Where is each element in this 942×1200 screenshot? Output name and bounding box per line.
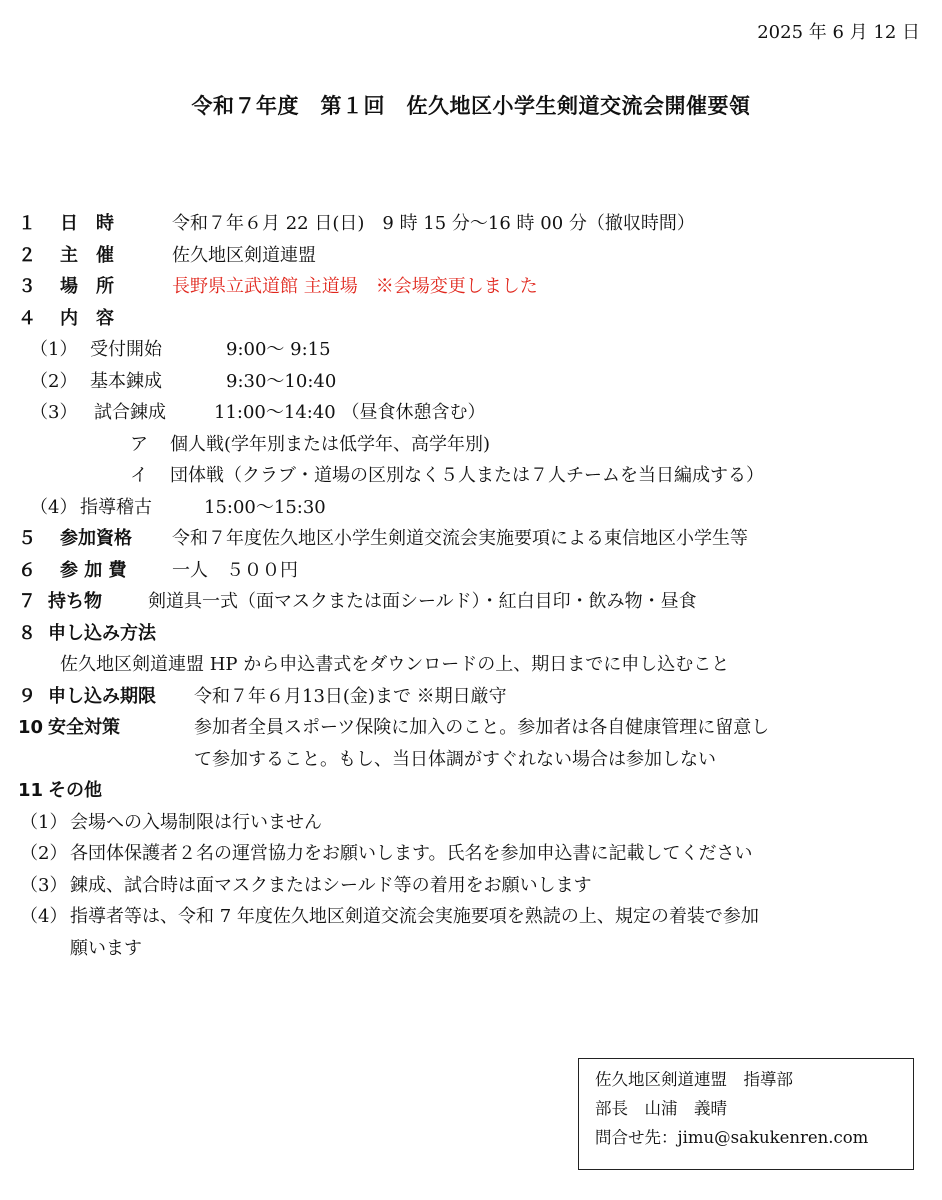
item-number: ６ [18, 559, 36, 581]
note-text: 各団体保護者２名の運営協力をお願いします。氏名を参加申込書に記載してください [70, 843, 753, 864]
other-note-continuation [18, 933, 928, 965]
item-value: て参加すること。もし、当日体調がすぐれない場合は参加しない [194, 748, 716, 770]
item-safety [18, 712, 928, 744]
other-note [18, 838, 928, 870]
note-number: （2） [20, 843, 68, 864]
match-mark: イ [130, 465, 148, 486]
program-item [18, 334, 928, 366]
item-value: 剣道具一式（面マスクまたは面シールド）・紅白目印・飲み物・昼食 [148, 591, 697, 612]
item-other [18, 775, 928, 807]
item-label: 申し込み期限 [48, 685, 156, 707]
document-body [18, 208, 928, 964]
item-fee [18, 555, 928, 587]
item-value: 令和７年６月 22 日(日) 9 時 15 分～16 時 00 分（撤収時間） [172, 213, 695, 234]
item-number: 10 [18, 717, 44, 738]
program-name: 試合錬成 [94, 402, 166, 423]
signature-box [578, 1058, 914, 1170]
item-number: ３ [18, 276, 36, 297]
other-note [18, 807, 928, 839]
note-number: （1） [20, 811, 68, 833]
item-number: １ [18, 213, 36, 234]
match-text: 個人戦(学年別または低学年、高学年別) [170, 433, 491, 455]
item-label: 申し込み方法 [48, 622, 156, 644]
item-label: 内 容 [60, 307, 114, 329]
item-number: ４ [18, 307, 36, 329]
program-time: 9:00～ 9:15 [226, 339, 331, 360]
program-item [18, 366, 928, 398]
match-text: 団体戦（クラブ・道場の区別なく５人または７人チームを当日編成する） [170, 465, 764, 486]
note-text: 願います [70, 937, 142, 959]
item-label: 場 所 [60, 276, 114, 297]
document-title: 令和７年度 第１回 佐久地区小学生剣道交流会開催要領 [191, 94, 751, 118]
venue-value-highlighted: 長野県立武道館 主道場 ※会場変更しました [172, 276, 538, 297]
item-number: ９ [18, 685, 36, 707]
program-number: （3） [30, 402, 78, 423]
program-name: 指導稽古 [80, 496, 152, 518]
program-item [18, 397, 928, 429]
item-value: 佐久地区剣道連盟 [172, 244, 316, 266]
signature-org: 佐久地区剣道連盟 指導部 [595, 1070, 793, 1089]
item-contents [18, 303, 928, 335]
item-label: 参 加 費 [60, 559, 127, 581]
program-time: 15:00～15:30 [204, 496, 326, 518]
program-number: （4） [30, 496, 78, 518]
program-number: （2） [30, 370, 78, 392]
item-application-method [18, 618, 928, 650]
item-label: その他 [48, 780, 102, 801]
note-text: 錬成、試合時は面マスクまたはシールド等の着用をお願いします [70, 874, 592, 896]
item-label: 日 時 [60, 213, 114, 234]
note-number: （4） [20, 906, 68, 927]
date: 2025 年 6 月 12 日 [757, 22, 920, 43]
item-number: ５ [18, 528, 36, 549]
item-number: 11 [18, 780, 44, 801]
program-item [18, 492, 928, 524]
item-organizer [18, 240, 928, 272]
item-number: ２ [18, 244, 36, 266]
note-number: （3） [20, 874, 68, 896]
item-value: 令和７年６月13日(金)まで ※期日厳守 [194, 685, 507, 707]
item-deadline [18, 681, 928, 713]
item-number: ８ [18, 622, 36, 644]
item-value: 佐久地区剣道連盟 HP から申込書式をダウンロードの上、期日までに申し込むこと [60, 654, 730, 675]
note-text: 会場への入場制限は行いません [70, 811, 322, 833]
other-note [18, 870, 928, 902]
signature-contact: 問合せ先：jimu@sakukenren.com [595, 1128, 869, 1147]
item-value: 一人 ５００円 [172, 559, 298, 581]
application-method-detail [18, 649, 928, 681]
program-name: 基本錬成 [90, 370, 162, 392]
item-value: 令和７年度佐久地区小学生剣道交流会実施要項による東信地区小学生等 [172, 528, 748, 549]
item-label: 安全対策 [48, 717, 120, 738]
program-time: 9:30～10:40 [226, 370, 337, 392]
item-venue [18, 271, 928, 303]
program-name: 受付開始 [90, 339, 162, 360]
safety-continuation [18, 744, 928, 776]
match-item [18, 460, 928, 492]
item-datetime [18, 208, 928, 240]
match-item [18, 429, 928, 461]
program-number: （1） [30, 339, 78, 360]
program-time: 11:00～14:40 （昼食休憩含む） [214, 402, 486, 423]
item-value: 参加者全員スポーツ保険に加入のこと。参加者は各自健康管理に留意し [194, 717, 770, 738]
item-label: 持ち物 [48, 591, 102, 612]
note-text: 指導者等は、令和 7 年度佐久地区剣道交流会実施要項を熟読の上、規定の着装で参加 [70, 906, 759, 927]
item-number: ７ [18, 591, 36, 612]
signature-person: 部長 山浦 義晴 [595, 1099, 727, 1118]
item-label: 参加資格 [60, 528, 132, 549]
item-eligibility [18, 523, 928, 555]
item-belongings [18, 586, 928, 618]
match-mark: ア [130, 433, 148, 455]
other-note [18, 901, 928, 933]
item-label: 主 催 [60, 244, 114, 266]
